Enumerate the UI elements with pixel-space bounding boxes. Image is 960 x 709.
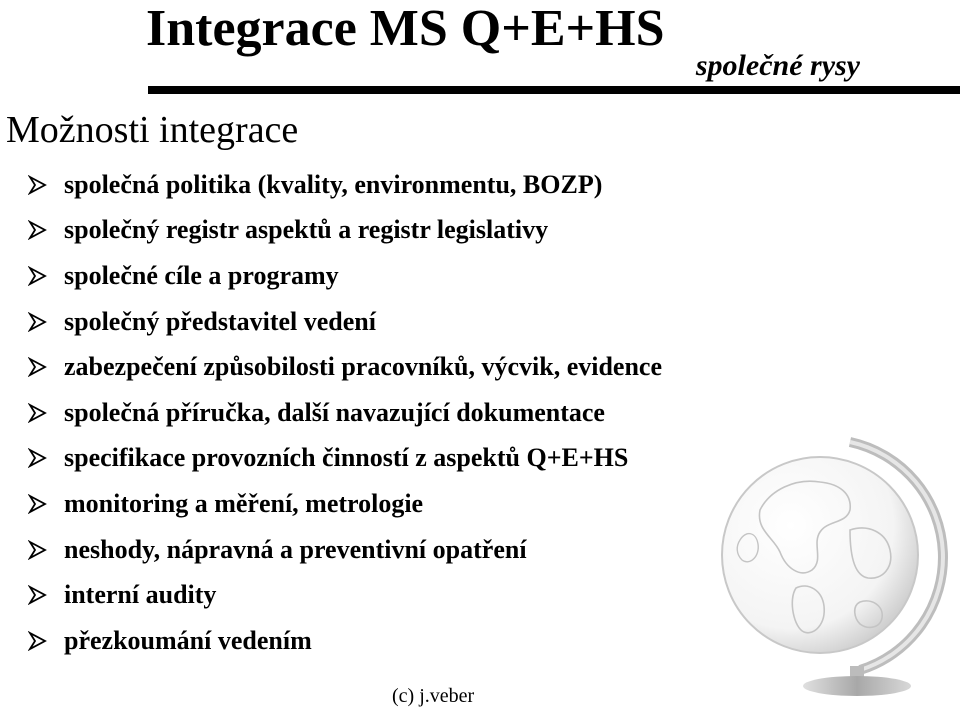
list-item [28,572,662,618]
arrowhead-bullet-icon [28,631,64,651]
globe-icon [700,420,950,705]
list-item-text: interní audity [64,580,217,610]
list-item [28,618,662,664]
list-item-text: neshody, nápravná a preventivní opatření [64,534,527,564]
section-title: Možnosti integrace [6,109,299,151]
list-item-text: specifikace provozních činností z aspektů Q+E+HS [64,443,629,473]
list-item [28,436,662,482]
arrowhead-bullet-icon [28,585,64,605]
list-item-text: monitoring a měření, metrologie [64,488,424,518]
list-item [28,344,662,390]
slide-subtitle: společné rysy [695,49,860,82]
list-item [28,208,662,254]
list-item-text: společné cíle a programy [64,260,339,290]
arrowhead-bullet-icon [28,312,64,332]
arrowhead-bullet-icon [28,494,64,514]
list-item-text: společná příručka, další navazující dokumentace [64,397,605,427]
list-item [28,253,662,299]
list-item-text: přezkoumání vedením [64,625,312,655]
copyright-footer: (c) j.veber [392,685,475,707]
arrowhead-bullet-icon [28,266,64,286]
list-item [28,299,662,345]
arrowhead-bullet-icon [28,540,64,560]
list-item [28,390,662,436]
arrowhead-bullet-icon [28,357,64,377]
arrowhead-bullet-icon [28,175,64,195]
title-underline [148,86,960,94]
arrowhead-bullet-icon [28,220,64,240]
bullet-list [28,162,662,664]
list-item-text: společný představitel vedení [64,306,376,336]
arrowhead-bullet-icon [28,448,64,468]
list-item-text: společná politika (kvality, environmentu, BOZP) [64,169,603,199]
list-item [28,162,662,208]
list-item-text: společný registr aspektů a registr legislativy [64,215,549,245]
list-item [28,481,662,527]
list-item-text: zabezpečení způsobilosti pracovníků, výcvik, evidence [64,352,662,382]
slide-title: Integrace MS Q+E+HS [146,0,665,57]
list-item [28,527,662,573]
arrowhead-bullet-icon [28,403,64,423]
